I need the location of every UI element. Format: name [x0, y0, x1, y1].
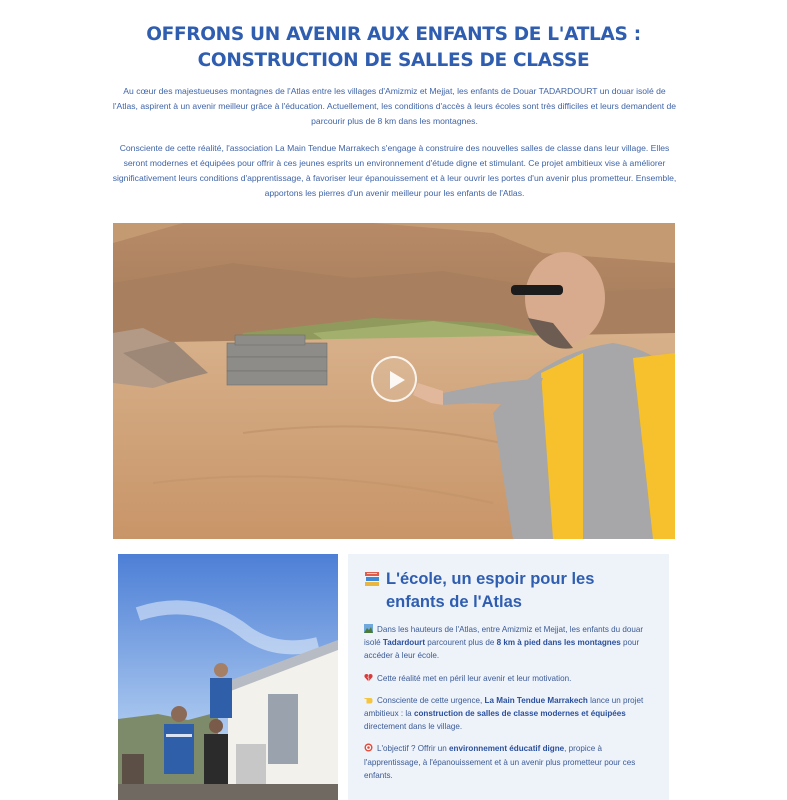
hand-point-icon [364, 695, 373, 704]
broken-heart-icon [364, 673, 373, 682]
video-player[interactable] [113, 223, 675, 539]
card-title-row [364, 568, 655, 614]
card-paragraph-2: Cette réalité met en péril leur avenir et leur motivation. [364, 672, 655, 685]
card-paragraph-1: Dans les hauteurs de l'Atlas, entre Amizmiz et Mejjat, les enfants du douar isolé Tadardourt parcourent plus de 8 km à pied dans les montagnes pour accéder à leur école. [364, 625, 644, 661]
target-icon [364, 743, 373, 752]
page-title-line-1: OFFRONS UN AVENIR AUX ENFANTS DE L'ATLAS : [146, 24, 641, 45]
mountain-icon [364, 624, 373, 633]
card-title: L'école, un espoir pour les enfants de l'Atlas [386, 570, 595, 611]
card-paragraph-3: Consciente de cette urgence, La Main Tendue Marrakech lance un projet ambitieux : la construction de salles de classe modernes et équipées directement dans le village. [364, 695, 644, 732]
page-title-line-2: CONSTRUCTION DE SALLES DE CLASSE [197, 50, 590, 71]
page-title [0, 22, 787, 74]
intro-paragraph-1: Au cœur des majestueuses montagnes de l'Atlas entre les villages d'Amizmiz et Mejjat, les enfants de Douar TADARDOURT un douar isolé de l'Atlas, aspirent à un avenir meilleur grâce à l'éducation. Actuellement, les conditions d'accès à leurs écoles sont très difficiles et leurs demandent de parcourir plus de 8 km dans les montagnes. [112, 86, 677, 126]
intro-paragraph-2: Consciente de cette réalité, l'association La Main Tendue Marrakech s'engage à construire des nouvelles salles de classe dans leur village. Elles seront modernes et équipées pour offrir à ces jeunes esprits un environnement d'étude digne et stimulant. Ce projet ambitieux vise à améliorer significativement leurs conditions d'apprentissage, à favoriser leur épanouissement et à leur ouvrir les portes d'un avenir plus prometteur. Ensemble, apportons les pierres d'un avenir meilleur pour les enfants de l'Atlas. [112, 143, 677, 198]
books-icon [364, 571, 380, 587]
play-icon[interactable] [371, 356, 417, 402]
classroom-photo [118, 554, 338, 800]
card-paragraph-4: L'objectif ? Offrir un environnement éducatif digne, propice à l'apprentissage, à l'épanouissement et à un avenir plus prometteur pour ces enfants. [364, 744, 636, 780]
school-hope-card [348, 554, 669, 800]
